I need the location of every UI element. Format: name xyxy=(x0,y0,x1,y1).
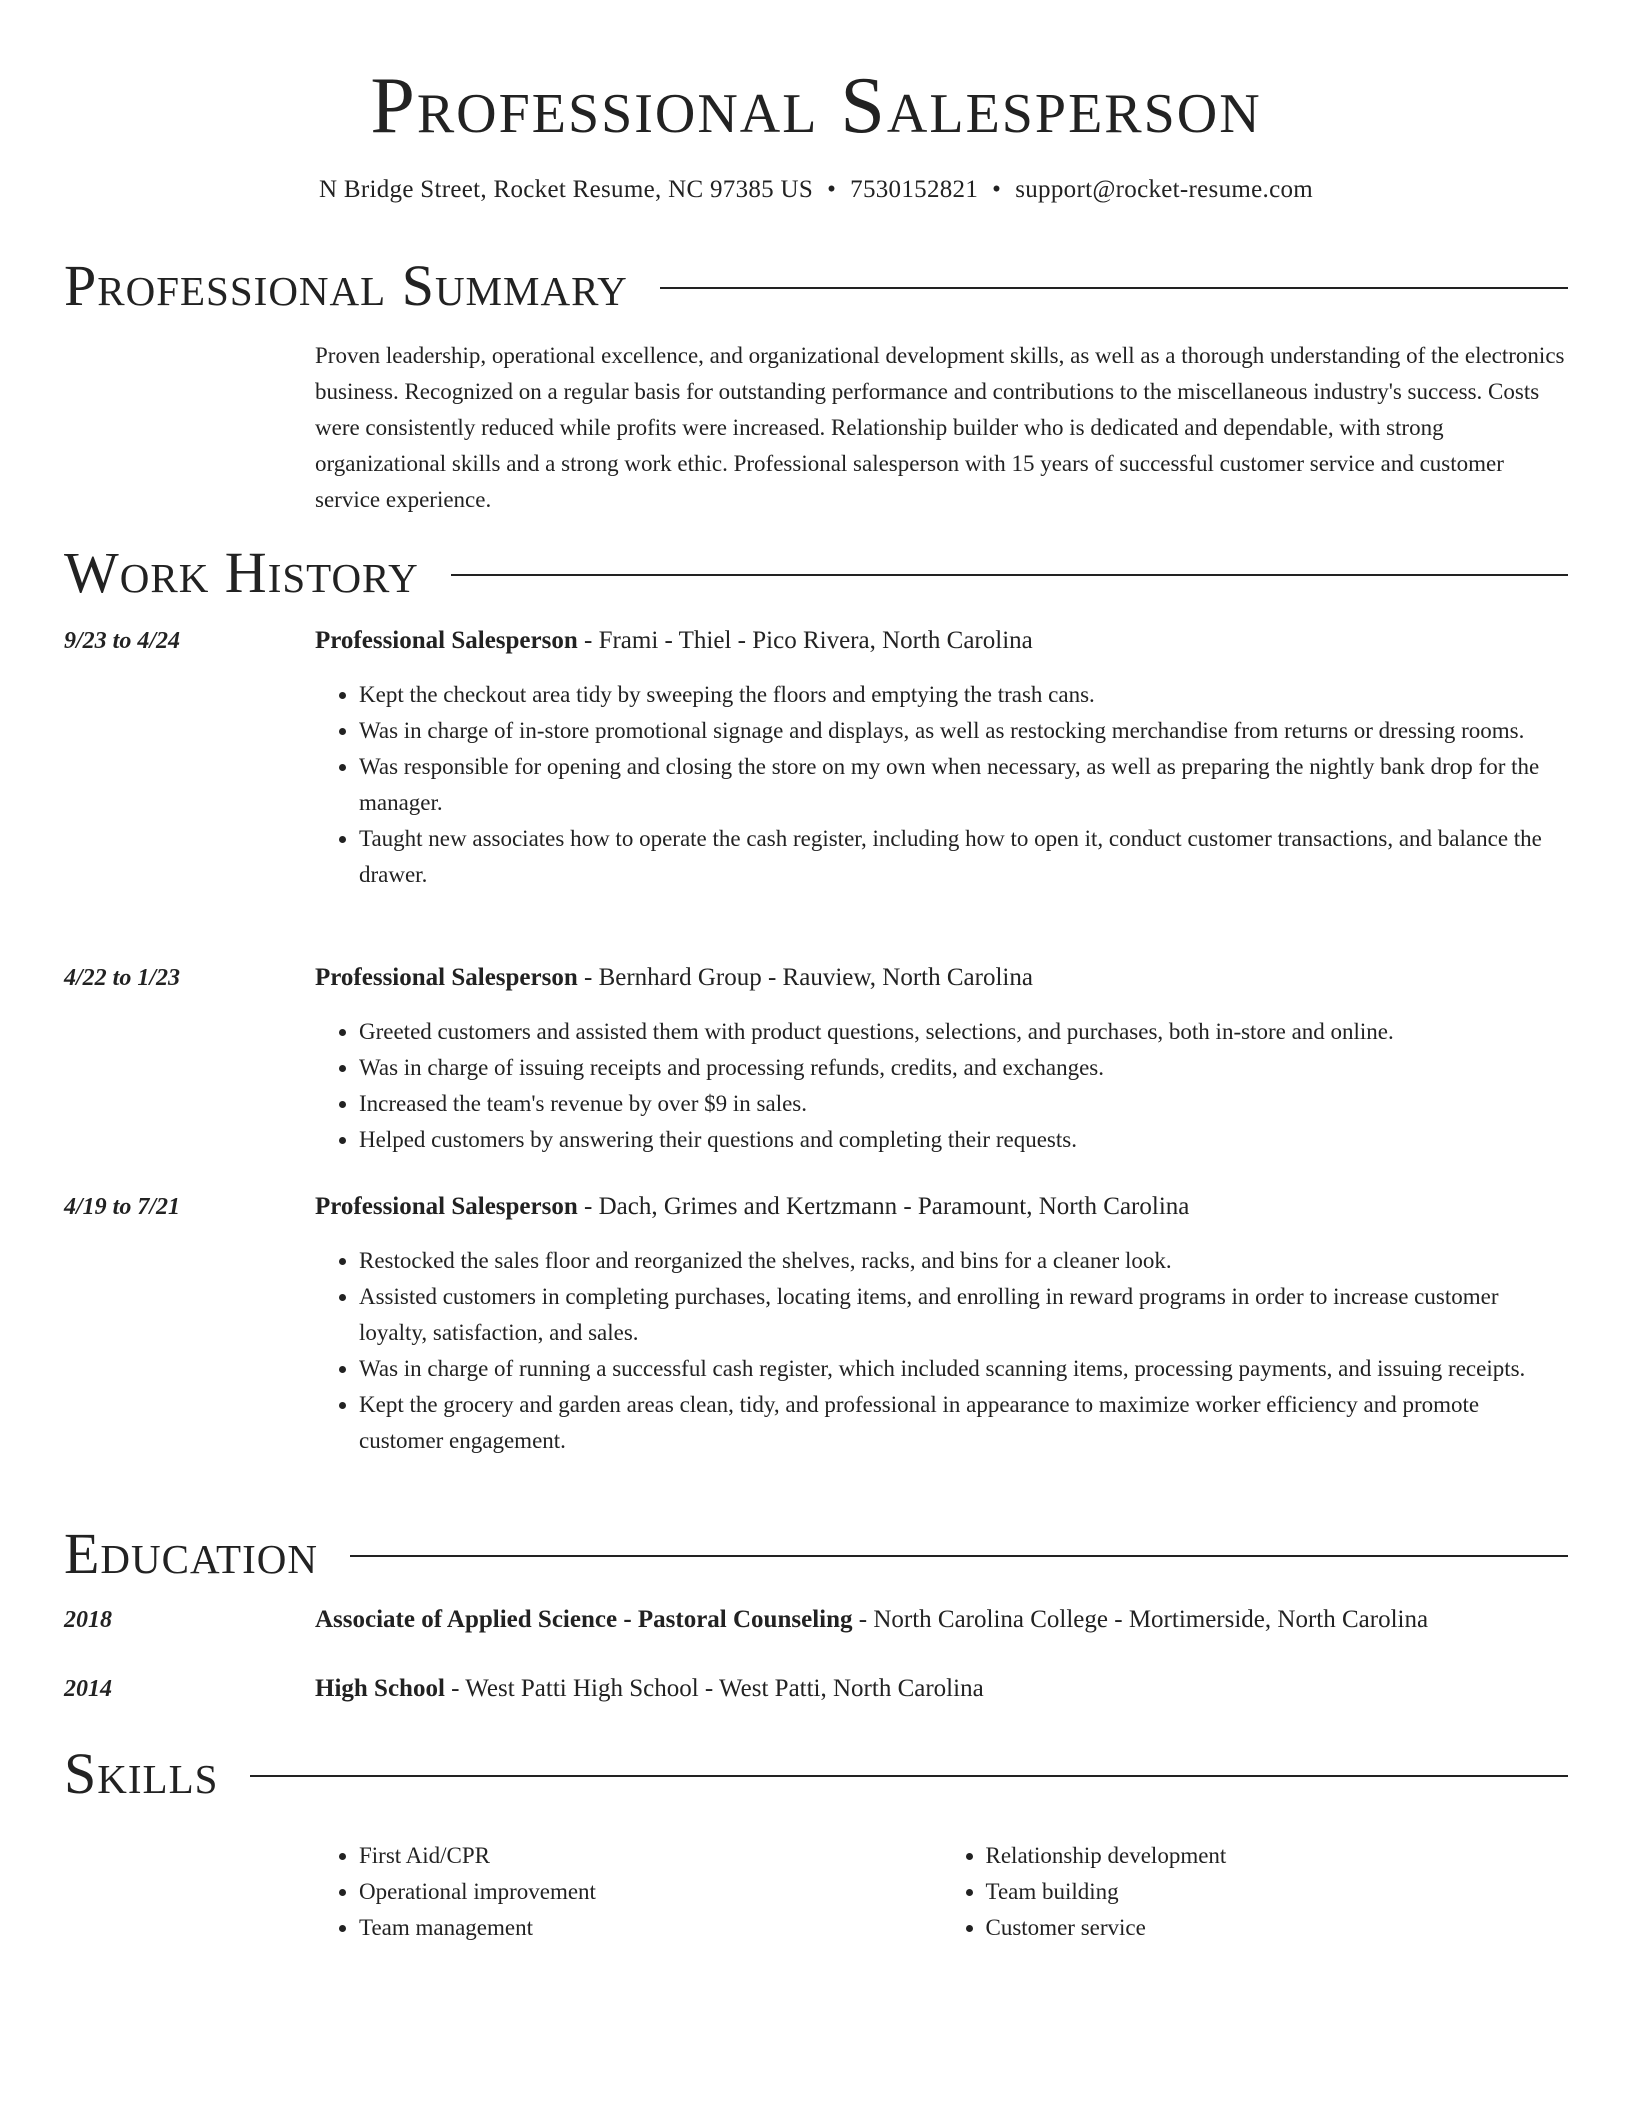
list-item: • Operational improvement xyxy=(359,1874,942,1910)
job-details: - Bernhard Group - Rauview, North Carolina xyxy=(577,964,1033,991)
entry-headline xyxy=(315,623,1568,659)
list-item: • Was in charge of running a successful cash register, which included scanning items, processing payments, and issuing receipts. xyxy=(359,1351,1568,1387)
candidate-name: Professional Salesperson xyxy=(370,62,1262,150)
entry-headline xyxy=(315,1189,1568,1225)
job-details: - Frami - Thiel - Pico Rivera, North Carolina xyxy=(577,627,1033,654)
entry-headline xyxy=(315,1671,1568,1707)
work-history-section-header xyxy=(64,540,1568,605)
entry-bullets xyxy=(315,677,1568,893)
entry-headline xyxy=(315,1602,1568,1638)
section-title: Education xyxy=(64,1521,318,1586)
job-title: Professional Salesperson xyxy=(315,627,578,654)
list-item: • Was responsible for opening and closing the store on my own when necessary, as well as preparing the nightly bank drop for the manager. xyxy=(359,749,1568,821)
list-item: • Greeted customers and assisted them with product questions, selections, and purchases, both in-store and online. xyxy=(359,1014,1568,1050)
skills-section-header xyxy=(64,1741,1568,1806)
education-entry xyxy=(64,1671,1568,1707)
address: N Bridge Street, Rocket Resume, NC 97385 US xyxy=(318,176,814,203)
education-section-header xyxy=(64,1521,1568,1586)
list-item: • Was in charge of issuing receipts and processing refunds, credits, and exchanges. xyxy=(359,1050,1568,1086)
list-item: • Helped customers by answering their questions and completing their requests. xyxy=(359,1122,1568,1158)
entry-date: 9/23 to 4/24 xyxy=(64,628,181,654)
list-item: • Was in charge of in-store promotional signage and displays, as well as restocking merchandise from returns or dressing rooms. xyxy=(359,713,1568,749)
section-title: Skills xyxy=(64,1741,219,1806)
section-divider xyxy=(660,287,1568,289)
section-divider xyxy=(250,1775,1568,1777)
email: support@rocket-resume.com xyxy=(1015,176,1314,203)
section-title: Professional Summary xyxy=(64,253,628,318)
summary-section-header xyxy=(64,253,1568,318)
entry-bullets xyxy=(315,1014,1568,1158)
phone: 7530152821 xyxy=(850,176,979,203)
summary-text: Proven leadership, operational excellence, and organizational development skills, as well as a thorough understanding of the electronics business. Recognized on a regular basis for outstanding performance and contributions to the miscellaneous industry's success. Costs were consistently reduced while profits were increased. Relationship builder who is dedicated and dependable, with strong organizational skills and a strong work ethic. Professional salesperson with 15 years of successful customer service and customer service experience. xyxy=(315,343,1565,512)
job-details: - Dach, Grimes and Kertzmann - Paramount, North Carolina xyxy=(577,1193,1190,1220)
list-item: • Team building xyxy=(986,1874,1569,1910)
entry-date: 2018 xyxy=(64,1607,112,1633)
work-entry xyxy=(64,623,1568,893)
list-item: • Customer service xyxy=(986,1910,1569,1946)
list-item: • Assisted customers in completing purchases, locating items, and enrolling in reward programs in order to increase customer loyalty, satisfaction, and sales. xyxy=(359,1279,1568,1351)
list-item: • Relationship development xyxy=(986,1838,1569,1874)
entry-bullets xyxy=(315,1243,1568,1459)
skills-column-left xyxy=(315,1838,942,1946)
entry-headline xyxy=(315,960,1568,996)
entry-date: 4/19 to 7/21 xyxy=(64,1194,181,1220)
degree: High School xyxy=(315,1675,445,1702)
section-title: Work History xyxy=(64,540,419,605)
section-divider xyxy=(451,574,1568,576)
work-entry xyxy=(64,1189,1568,1459)
section-divider xyxy=(350,1555,1568,1557)
list-item: • Kept the grocery and garden areas clean, tidy, and professional in appearance to maximize worker efficiency and promote customer engagement. xyxy=(359,1387,1568,1459)
list-item: • Restocked the sales floor and reorganized the shelves, racks, and bins for a cleaner look. xyxy=(359,1243,1568,1279)
work-entry xyxy=(64,960,1568,1158)
job-title: Professional Salesperson xyxy=(315,1193,578,1220)
school-details: - West Patti High School - West Patti, North Carolina xyxy=(444,1675,984,1702)
entry-date: 4/22 to 1/23 xyxy=(64,965,181,991)
list-item: • Increased the team's revenue by over $9 in sales. xyxy=(359,1086,1568,1122)
separator: • xyxy=(827,176,837,203)
skills-list xyxy=(315,1838,1568,1946)
education-entry xyxy=(64,1602,1568,1638)
school-details: - North Carolina College - Mortimerside, North Carolina xyxy=(852,1606,1429,1633)
degree: Associate of Applied Science - Pastoral Counseling xyxy=(315,1606,853,1633)
separator: • xyxy=(992,176,1002,203)
list-item: • Taught new associates how to operate the cash register, including how to open it, conduct customer transactions, and balance the drawer. xyxy=(359,821,1568,893)
list-item: • First Aid/CPR xyxy=(359,1838,942,1874)
contact-line xyxy=(0,172,1632,208)
list-item: • Team management xyxy=(359,1910,942,1946)
entry-date: 2014 xyxy=(64,1676,112,1702)
job-title: Professional Salesperson xyxy=(315,964,578,991)
list-item: • Kept the checkout area tidy by sweeping the floors and emptying the trash cans. xyxy=(359,677,1568,713)
skills-column-right xyxy=(942,1838,1569,1946)
